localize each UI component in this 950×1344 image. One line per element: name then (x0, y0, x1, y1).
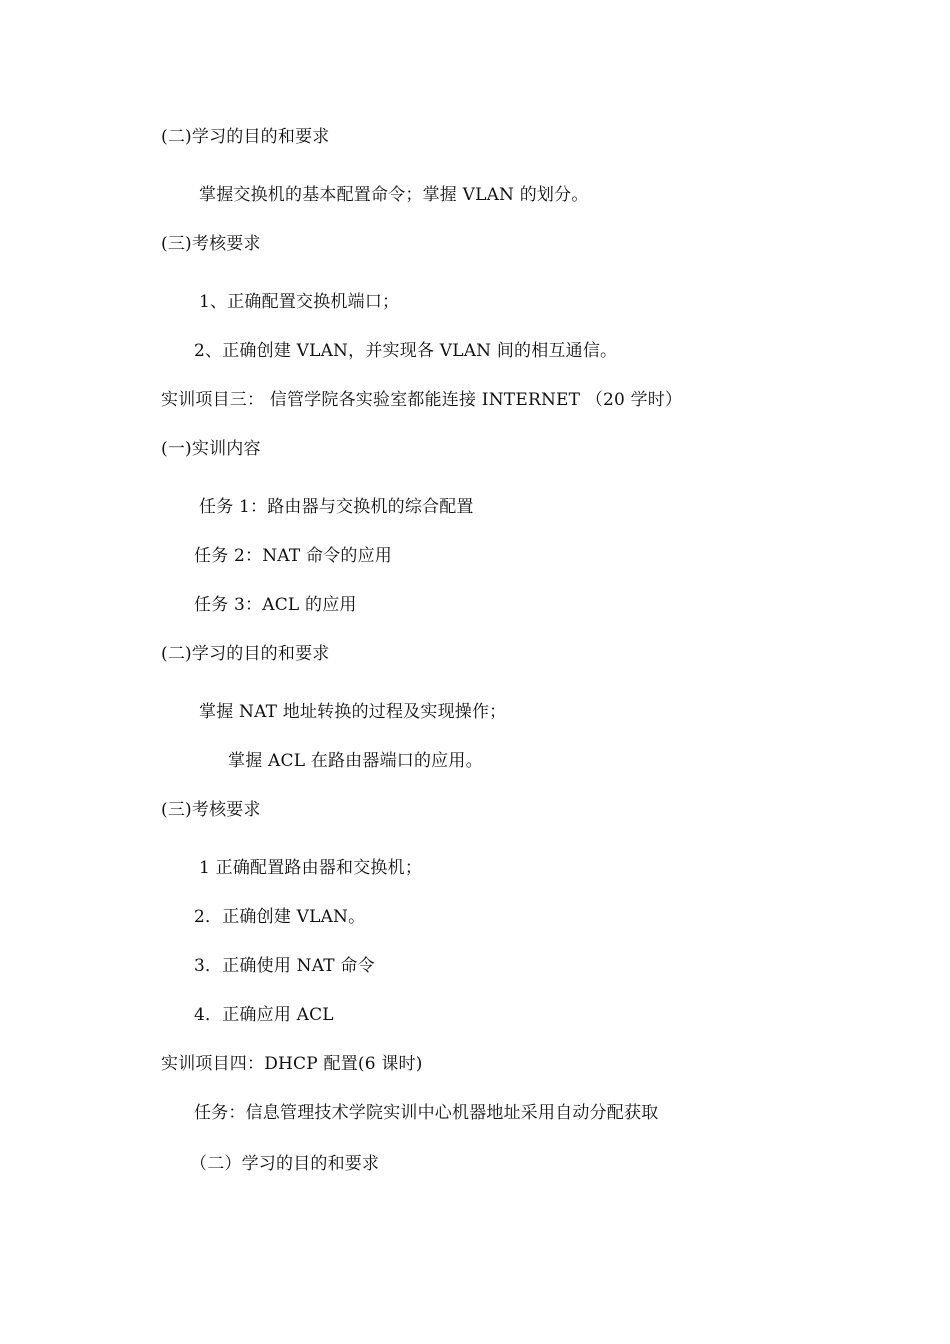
list-item: 2、正确创建 VLAN，并实现各 VLAN 间的相互通信。 (194, 341, 618, 361)
project-heading: 实训项目四：DHCP 配置(6 课时) (161, 1054, 423, 1074)
list-item: 2．正确创建 VLAN。 (194, 907, 366, 927)
section-heading-assessment: (三)考核要求 (161, 234, 261, 254)
section-heading-learning-goals: （二）学习的目的和要求 (190, 1154, 380, 1174)
section-heading-content: (一)实训内容 (161, 439, 261, 459)
list-item: 1、正确配置交换机端口； (199, 292, 400, 312)
section-heading-assessment: (三)考核要求 (161, 800, 261, 820)
paragraph-goal: 掌握 ACL 在路由器端口的应用。 (228, 751, 483, 771)
project-heading: 实训项目三： 信管学院各实验室都能连接 INTERNET （20 学时） (161, 390, 683, 410)
section-heading-learning-goals: (二)学习的目的和要求 (161, 127, 330, 147)
task-item: 任务 2：NAT 命令的应用 (194, 546, 392, 566)
list-item: 3．正确使用 NAT 命令 (194, 956, 375, 976)
task-item: 任务 3：ACL 的应用 (194, 595, 357, 615)
paragraph-goal: 掌握交换机的基本配置命令；掌握 VLAN 的划分。 (199, 185, 589, 205)
section-heading-learning-goals: (二)学习的目的和要求 (161, 644, 330, 664)
paragraph-goal: 掌握 NAT 地址转换的过程及实现操作； (199, 702, 507, 722)
task-item: 任务 1：路由器与交换机的综合配置 (199, 497, 474, 517)
task-item: 任务：信息管理技术学院实训中心机器地址采用自动分配获取 (194, 1103, 659, 1123)
list-item: 4．正确应用 ACL (194, 1005, 334, 1025)
list-item: 1 正确配置路由器和交换机； (199, 858, 423, 878)
